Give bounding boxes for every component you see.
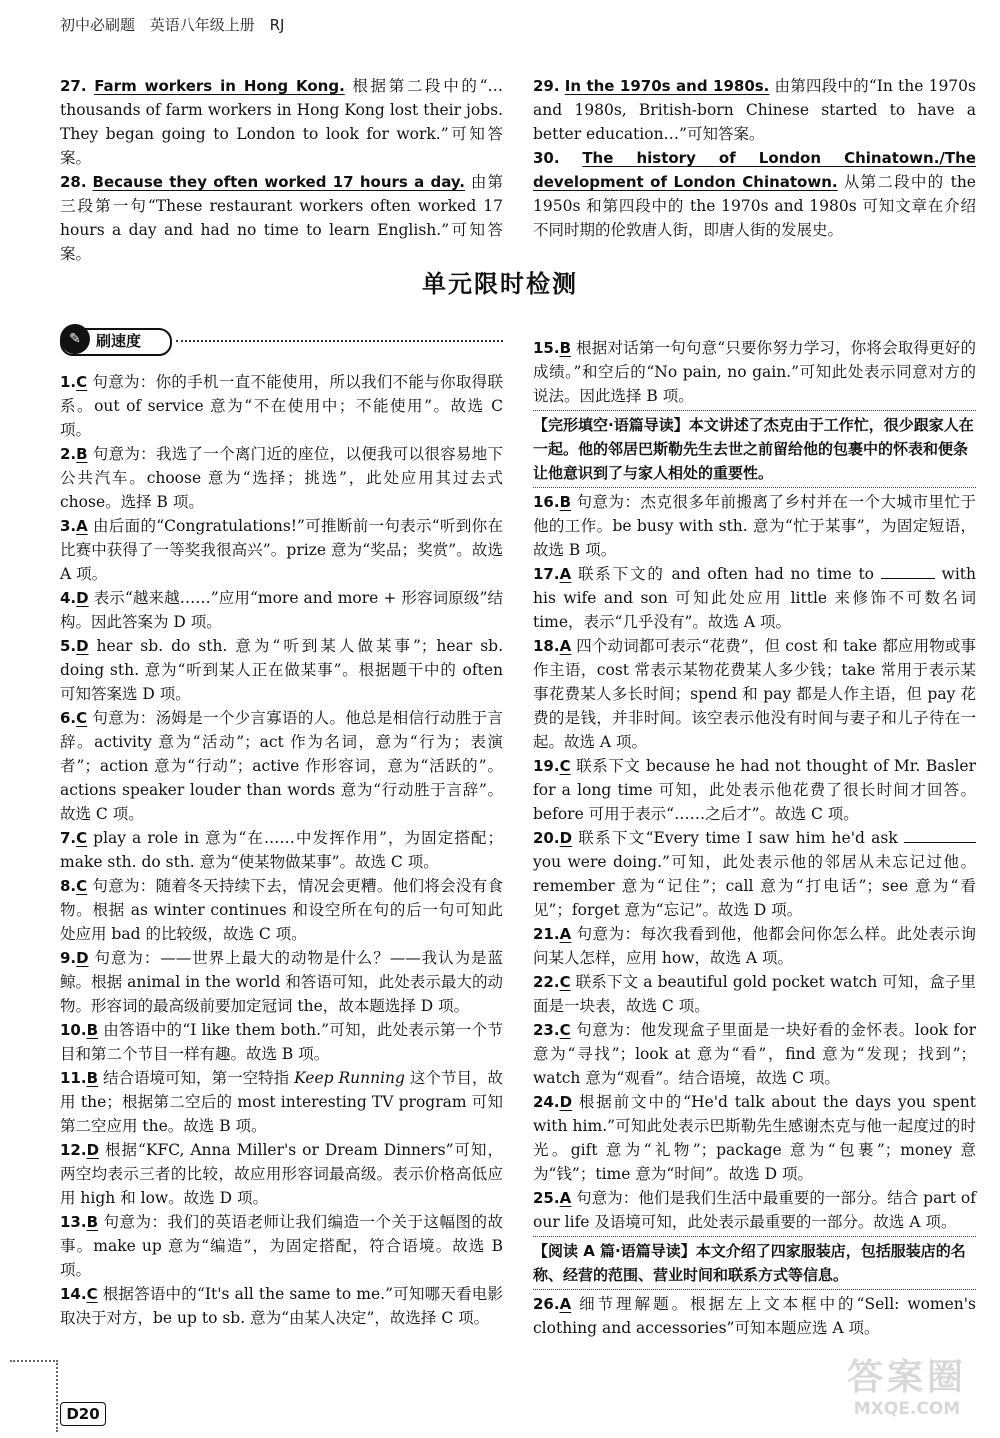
item-number: 10. <box>60 1021 87 1039</box>
answer-item <box>533 1186 976 1234</box>
item-choice: A <box>559 1295 572 1313</box>
item-explanation: 根据第二段中的“… thousands of farm workers in Hong Kong lost their jobs. They began going to London to look for work.”可知答案。 <box>60 77 503 167</box>
item-explanation: with his wife and son 可知此处应用 little 来修饰不可数名词 time，表示“几乎没有”。故选 A 项。 <box>533 565 976 631</box>
item-explanation: 表示“越来越……”应用“more and more + 形容词原级”结构。因此答案为 D 项。 <box>60 589 503 631</box>
item-number: 3. <box>60 517 77 535</box>
answer-item <box>533 1292 976 1340</box>
item-explanation: 根据答语中的“It's all the same to me.”可知哪天看电影取决于对方，be up to sb. 意为“由某人决定”，故选择 C 项。 <box>60 1285 503 1327</box>
item-choice: A <box>559 1189 572 1207</box>
item-choice: C <box>76 373 88 391</box>
item-explanation: 根据对话第一句句意“只要你努力学习，你将会取得更好的成绩。”和空后的“No pain, no gain.”可知此处表示同意对方的说法。因此选择 B 项。 <box>533 339 976 405</box>
item-choice: C <box>76 829 88 847</box>
reading-guide: 【阅读 A 篇·语篇导读】本文介绍了四家服装店，包括服装店的名称、经营的范围、营业时间和联系方式等信息。 <box>533 1236 976 1290</box>
left-answer-column <box>60 370 503 1330</box>
item-choice: A <box>559 565 572 583</box>
item-number: 20. <box>533 829 560 847</box>
page-corner-dots <box>10 1360 58 1432</box>
item-choice: B <box>559 339 572 357</box>
item-number: 6. <box>60 709 77 727</box>
watermark-logo: 答案圈 <box>846 1357 967 1398</box>
answer-item <box>60 74 503 170</box>
item-number: 12. <box>60 1141 87 1159</box>
cloze-guide: 【完形填空·语篇导读】本文讲述了杰克由于工作忙，很少跟家人在一起。他的邻居巴斯勒先生去世之前留给他的包裹中的怀表和便条让他意识到了与家人相处的重要性。 <box>533 410 976 488</box>
item-choice: D <box>559 1093 573 1111</box>
program-title: Keep Running <box>294 1069 405 1087</box>
answer-item <box>533 336 976 408</box>
item-choice: D <box>76 589 89 607</box>
item-number: 7. <box>60 829 77 847</box>
item-explanation: 句意为：——世界上最大的动物是什么？——我认为是蓝鲸。根据 animal in the world 和答语可知，此处表示最大的动物。形容词的最高级前要加定冠词 the，故本题选择 D 项。 <box>60 949 503 1015</box>
item-answer: Farm workers in Hong Kong. <box>94 77 345 95</box>
item-explanation: 由答语中的“I like them both.”可知，此处表示第一个节目和第二个节目一样有趣。故选 B 项。 <box>60 1021 503 1063</box>
item-explanation: 结合语境可知，第一空特指 <box>98 1069 295 1087</box>
item-number: 19. <box>533 757 560 775</box>
answer-item <box>60 1210 503 1282</box>
answer-item <box>533 562 976 634</box>
item-explanation: 句意为：他发现盒子里面是一块好看的金怀表。look for 意为“寻找”；look at 意为“看”，find 意为“发现；找到”；watch 意为“观看”。结合语境，故选 C 项。 <box>533 1021 976 1087</box>
answer-item <box>533 146 976 242</box>
item-number: 14. <box>60 1285 87 1303</box>
blank-line <box>904 828 976 843</box>
answer-item <box>60 1066 503 1138</box>
item-explanation: 这个节目，故用 the；根据第二空后的 most interesting TV program 可知第二空应用 the。故选 B 项。 <box>60 1069 503 1135</box>
item-explanation: 由后面的“Congratulations!”可推断前一句表示“听到你在比赛中获得了一等奖我很高兴”。prize 意为“奖品；奖赏”。故选 A 项。 <box>60 517 503 583</box>
speed-label: 刷速度 <box>96 332 142 350</box>
item-explanation: 由第四段中的“In the 1970s and 1980s, British-born Chinese started to have a better education…”可知答案。 <box>533 77 976 143</box>
dotted-divider <box>176 340 503 342</box>
item-number: 23. <box>533 1021 560 1039</box>
item-choice: C <box>76 709 88 727</box>
item-explanation: 联系下文 because he had not thought of Mr. Basler for a long time 可知，此处表示他花费了很长时间才回答。before 可用于表示“……之后才”。故选 C 项。 <box>533 757 976 823</box>
item-choice: B <box>76 445 88 463</box>
item-explanation: 句意为：每次我看到他，他都会问你怎么样。此处表示询问某人怎样，应用 how，故选 A 项。 <box>533 925 976 967</box>
item-explanation: 联系下文的 and often had no time to <box>571 565 881 583</box>
page-number: D20 <box>60 1402 106 1426</box>
answer-item <box>60 946 503 1018</box>
answer-item <box>533 634 976 754</box>
header-subject: 英语八年级上册 <box>149 16 255 34</box>
answer-item <box>60 514 503 586</box>
answer-item <box>533 1090 976 1186</box>
item-number: 18. <box>533 637 560 655</box>
answer-item <box>60 706 503 826</box>
speed-badge <box>60 324 503 356</box>
item-explanation: 联系下文“Every time I saw him he'd ask <box>572 829 904 847</box>
item-number: 25. <box>533 1189 560 1207</box>
answer-item <box>60 442 503 514</box>
answer-item <box>533 922 976 970</box>
item-choice: C <box>559 1021 571 1039</box>
item-explanation: 句意为：随着冬天持续下去，情况会更糟。他们将会没有食物。根据 as winter continues 和设空所在句的后一句可知此处应用 bad 的比较级，故选 C 项。 <box>60 877 503 943</box>
item-choice: D <box>76 949 89 967</box>
answer-item <box>533 754 976 826</box>
item-choice: B <box>86 1213 99 1231</box>
item-choice: B <box>559 493 572 511</box>
item-explanation: play a role in 意为“在……中发挥作用”，为固定搭配；make sth. do sth. 意为“使某物做某事”。故选 C 项。 <box>60 829 503 871</box>
right-answer-column <box>533 336 976 1340</box>
pen-icon: ✎ <box>60 324 90 354</box>
header-edition: RJ <box>269 16 285 34</box>
item-choice: A <box>559 925 572 943</box>
item-choice: B <box>86 1069 99 1087</box>
item-explanation: 四个动词都可表示“花费”，但 cost 和 take 都应用物或事作主语，cost 常表示某物花费某人多少钱；take 常用于表示某事花费某人多长时间；spend 和 pay 都是人作主语，但 pay 花费的是钱，并非时间。该空表示他没有时间与妻子和儿子待在一起。故选 A 项。 <box>533 637 976 751</box>
answer-item <box>60 1282 503 1330</box>
item-number: 22. <box>533 973 560 991</box>
item-explanation: 联系下文 a beautiful gold pocket watch 可知，盒子里面是一块表，故选 C 项。 <box>533 973 976 1015</box>
item-explanation: 从第二段中的 the 1950s 和第四段中的 the 1970s and 1980s 可知文章在介绍不同时期的伦敦唐人街，即唐人街的发展史。 <box>533 173 976 239</box>
answer-item <box>60 634 503 706</box>
top-right-answers <box>533 74 976 242</box>
item-number: 28. <box>60 173 87 191</box>
item-explanation: 句意为：你的手机一直不能使用，所以我们不能与你取得联系。out of service 意为“不在使用中；不能使用”。故选 C 项。 <box>60 373 503 439</box>
answer-item <box>60 826 503 874</box>
answer-item <box>533 74 976 146</box>
item-answer: In the 1970s and 1980s. <box>564 77 770 95</box>
page-header <box>60 14 294 35</box>
item-number: 29. <box>533 77 560 95</box>
item-choice: D <box>76 637 89 655</box>
item-explanation: 根据“KFC, Anna Miller's or Dream Dinners”可知，两空均表示三者的比较，故应用形容词最高级。表示价格高低应用 high 和 low。故选 D 项。 <box>60 1141 503 1207</box>
item-number: 16. <box>533 493 560 511</box>
watermark <box>832 1358 982 1428</box>
item-explanation: 由第三段第一句“These restaurant workers often worked 17 hours a day and had no time to learn English.”可知答案。 <box>60 173 503 263</box>
item-number: 26. <box>533 1295 560 1313</box>
watermark-url: MXQE.COM <box>853 1399 961 1419</box>
answer-item <box>60 874 503 946</box>
item-number: 1. <box>60 373 77 391</box>
item-number: 4. <box>60 589 77 607</box>
answer-item <box>60 586 503 634</box>
item-number: 11. <box>60 1069 87 1087</box>
item-explanation: you were doing.”可知，此处表示他的邻居从未忘记过他。remember 意为“记住”；call 意为“打电话”；see 意为“看见”；forget 意为“忘记”。故选 D 项。 <box>533 853 976 919</box>
item-choice: D <box>559 829 573 847</box>
item-number: 27. <box>60 77 87 95</box>
item-explanation: hear sb. do sth. 意为“听到某人做某事”；hear sb. doing sth. 意为“听到某人正在做某事”。根据题干中的 often 可知答案选 D 项。 <box>60 637 503 703</box>
item-explanation: 句意为：我选了一个离门近的座位，以便我可以很容易地下公共汽车。choose 意为“选择；挑选”，此处应用其过去式 chose。选择 B 项。 <box>60 445 503 511</box>
answer-item <box>533 970 976 1018</box>
answer-item <box>533 826 976 922</box>
answer-item <box>60 170 503 266</box>
item-choice: A <box>559 637 572 655</box>
item-choice: C <box>559 973 571 991</box>
item-number: 13. <box>60 1213 87 1231</box>
item-answer: Because they often worked 17 hours a day. <box>92 173 465 191</box>
item-choice: C <box>86 1285 98 1303</box>
item-number: 2. <box>60 445 77 463</box>
answer-item <box>60 1018 503 1066</box>
item-choice: B <box>86 1021 99 1039</box>
answer-item <box>60 1138 503 1210</box>
item-number: 15. <box>533 339 560 357</box>
item-explanation: 根据前文中的“He'd talk about the days you spent with him.”可知此处表示巴斯勒先生感谢杰克与他一起度过的时光。gift 意为“礼物”；package 意为“包裹”；money 意为“钱”；time 意为“时间”。故选 D 项。 <box>533 1093 976 1183</box>
item-answer: The history of London Chinatown./The development of London Chinatown. <box>533 149 976 191</box>
item-choice: C <box>76 877 88 895</box>
item-explanation: 句意为：我们的英语老师让我们编造一个关于这幅图的故事。make up 意为“编造”，为固定搭配，符合语境。故选 B 项。 <box>60 1213 503 1279</box>
item-choice: A <box>76 517 88 535</box>
item-explanation: 句意为：杰克很多年前搬离了乡村并在一个大城市里忙于他的工作。be busy with sth. 意为“忙于某事”，为固定短语，故选 B 项。 <box>533 493 976 559</box>
item-number: 17. <box>533 565 560 583</box>
item-explanation: 句意为：汤姆是一个少言寡语的人。他总是相信行动胜于言辞。activity 意为“活动”；act 作为名词，意为“行为；表演者”；action 意为“行动”；active 作形容词，意为“活跃的”。actions speaker louder than words 意为“行动胜于言辞”。故选 C 项。 <box>60 709 503 823</box>
item-choice: C <box>559 757 571 775</box>
header-book: 初中必刷题 <box>60 16 136 34</box>
blank-line <box>881 564 935 579</box>
item-number: 5. <box>60 637 77 655</box>
answer-item <box>533 490 976 562</box>
item-choice: D <box>86 1141 100 1159</box>
item-number: 30. <box>533 149 560 167</box>
item-number: 24. <box>533 1093 560 1111</box>
top-left-answers <box>60 74 503 266</box>
section-title: 单元限时检测 <box>422 270 578 298</box>
item-number: 8. <box>60 877 77 895</box>
answer-item <box>60 370 503 442</box>
item-explanation: 细节理解题。根据左上文本框中的“Sell: women's clothing and accessories”可知本题应选 A 项。 <box>533 1295 976 1337</box>
item-explanation: 句意为：他们是我们生活中最重要的一部分。结合 part of our life 及语境可知，此处表示最重要的一部分。故选 A 项。 <box>533 1189 976 1231</box>
answer-item <box>533 1018 976 1090</box>
item-number: 9. <box>60 949 77 967</box>
item-number: 21. <box>533 925 560 943</box>
